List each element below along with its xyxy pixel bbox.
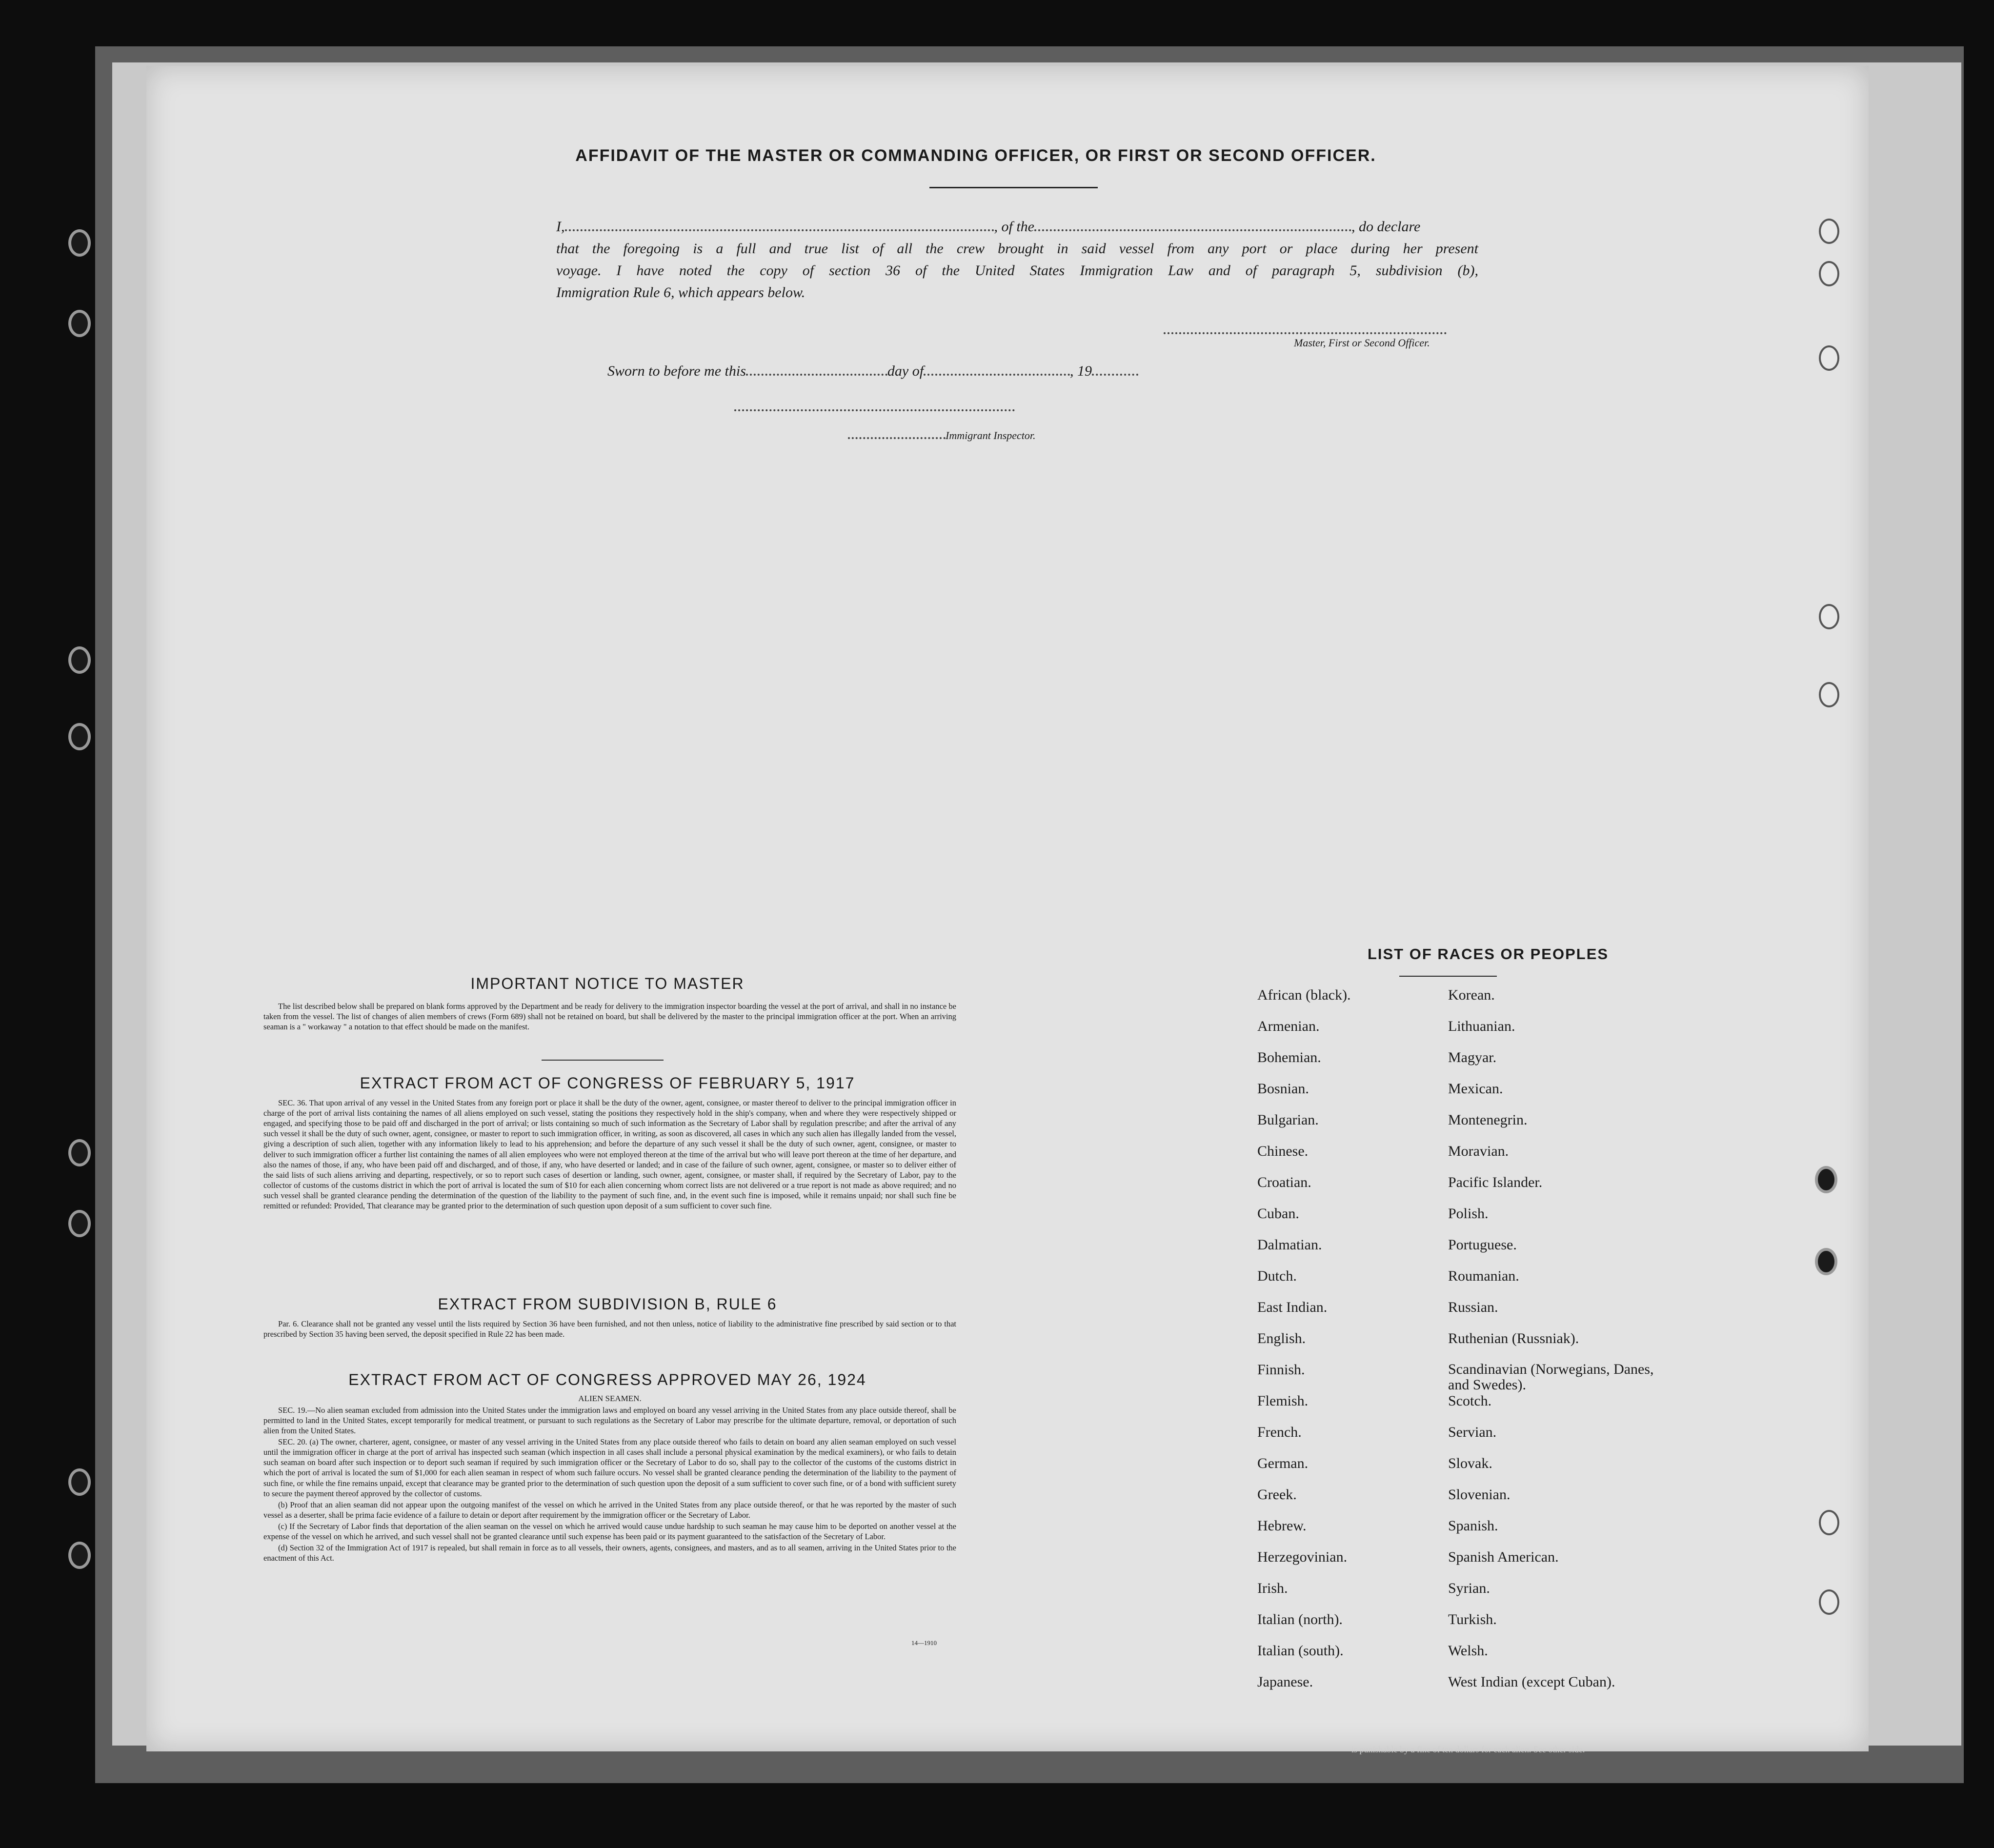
section-36-paragraph: SEC. 36. That upon arrival of any vessel in the United States from any foreign port or place it shall be the duty of the owner, agent, consignee, or master thereof to deliver to the principal immigration officer in charge of the port of arrival lists containing the names of all aliens employed on such vessel, stating the positions they respectively hold in the ship's company, when and where they were respectively shipped or engaged, and specifying those to be paid off and discharged in the port of arrival; or lists containing so much of such information as the Secretary of Labor shall by regulation prescribe; and after the arrival of any such vessel it shall be the duty of such owner, agent, consignee, or master to report to such immigration officer, in writing, as soon as discovered, all cases in which any such alien has illegally landed from the vessel, giving a description of such alien, together with any information likely to lead to his apprehension; and before the departure of any such vessel it shall be the duty of such owner, agent, consignee, or master to deliver to such immigration officer a further list containing the names of all alien employees who were not employed thereon at the time of the arrival but who will leave port thereon at the time of her departure, and also the names of those, if any, who have been paid off and discharged, and of those, if any, who have deserted or landed; and in case of the failure of such owner, agent, consignee, or master so to deliver either of the said lists of such aliens arriving and departing, respectively, or so to report such cases of desertion or landing, such owner, agent, consignee, or master shall, if required by the Secretary of Labor, pay to the collector of customs of the customs district in which the port of arrival is located the sum of $10 for each alien concerning whom correct lists are not delivered or a true report is not made as above required; and no such vessel shall be granted clearance pending the determination of the question of the liability to the payment of such fine, and, in the event such fine is imposed, while it remains unpaid; nor shall such fine be remitted or refunded: Provided, That clearance may be granted prior to the determination of such question upon deposit of a sum sufficient to cover such fine. [263,1098,956,1211]
sec-20b-paragraph: (b) Proof that an alien seaman did not appear upon the outgoing manifest of the vessel on which he arrived in the United States from any place outside thereof, or that he was reported by the master of such vessel as a deserter, shall be prima facie evidence of a failure to detain or deport after requirement by the immigration officer or the Secretary of Labor. [263,1500,956,1520]
race-item: Slovak. [1448,1455,1492,1471]
affidavit-do-declare: , do declare [1351,219,1421,235]
sworn-year-blank [1092,373,1138,376]
affidavit-i: I, [556,219,565,235]
sworn-day-of: day of [887,363,924,379]
race-item: Moravian. [1448,1143,1509,1159]
race-item: Italian (north). [1257,1611,1343,1627]
race-item: Portuguese. [1448,1237,1517,1253]
sworn-month-blank [924,373,1070,376]
extract-rule6-title: EXTRACT FROM SUBDIVISION B, RULE 6 [438,1295,777,1313]
master-signature-caption: Master, First or Second Officer. [1294,337,1430,349]
inspector-caption-wrap [848,429,1036,442]
name-blank [565,229,994,231]
race-item: Herzegovinian. [1257,1549,1348,1565]
binder-hole [68,310,91,337]
race-item: Dalmatian. [1257,1237,1322,1253]
form-number: 14—1910 [911,1639,937,1647]
race-item: Scotch. [1448,1393,1492,1409]
race-item: Slovenian. [1448,1486,1511,1503]
race-item: Lithuanian. [1448,1018,1515,1034]
binder-hole [68,646,91,674]
race-item: Roumanian. [1448,1268,1519,1284]
binder-hole [68,723,91,750]
sec-20d-paragraph: (d) Section 32 of the Immigration Act of 1917 is repealed, but shall remain in force as to all vessels, their owners, agents, consignees, and masters, and as to all seamen, arriving in the United States prior to the enactment of this Act. [263,1543,956,1563]
binder-hole [68,229,91,257]
race-item: Dutch. [1257,1268,1297,1284]
race-item: Spanish American. [1448,1549,1559,1565]
race-item: Turkish. [1448,1611,1497,1627]
race-item: Bulgarian. [1257,1112,1319,1128]
sec-19-paragraph: SEC. 19.—No alien seaman excluded from admission into the United States under the immigration laws and employed on board any vessel arriving in the United States from any place outside thereof, shall be permitted to land in the United States, except temporarily for medical treatment, or pursuant to such regulations as the Secretary of Labor may prescribe for the ultimate departure, removal, or deportation of such alien from the United States. [263,1405,956,1435]
notice-body [263,1001,956,1033]
race-item: Montenegrin. [1448,1112,1528,1128]
binder-hole [1819,1589,1839,1615]
race-item: Syrian. [1448,1580,1490,1596]
vessel-blank [1034,229,1351,231]
section-divider [542,1060,664,1061]
extract-1924-title: EXTRACT FROM ACT OF CONGRESS APPROVED MAY 26, 1924 [348,1371,866,1388]
races-underline [1399,976,1497,977]
sworn-line [607,360,1138,382]
race-item: German. [1257,1455,1309,1471]
extract-1924-body [263,1393,956,1564]
affidavit-line-4: Immigration Rule 6, which appears below. [556,284,806,301]
notice-paragraph: The list described below shall be prepared on blank forms approved by the Department and be ready for delivery to the immigration inspector boarding the vessel at the port of arrival, and shall in no instance be taken from the vessel. The list of changes of alien members of crews (Form 689) shall not be retained on board, but shall be delivered by the master to the principal immigration officer at the port. When an arriving seaman is a " workaway " a notation to that effect should be made on the manifest. [263,1002,956,1032]
race-item: Korean. [1448,987,1495,1003]
race-item: West Indian (except Cuban). [1448,1674,1615,1690]
race-item: Japanese. [1257,1674,1313,1690]
race-item: English. [1257,1330,1306,1346]
race-item: Chinese. [1257,1143,1309,1159]
race-item: Italian (south). [1257,1643,1344,1659]
binder-hole [68,1139,91,1166]
race-item: Welsh. [1448,1643,1488,1659]
race-item: Flemish. [1257,1393,1309,1409]
race-item: Russian. [1448,1299,1498,1315]
binder-hole [1815,1248,1837,1275]
extract-rule6-body [263,1319,956,1340]
affidavit-title: AFFIDAVIT OF THE MASTER OR COMMANDING OFFICER, OR FIRST OR SECOND OFFICER. [575,146,1376,165]
sworn-year: , 19 [1070,363,1092,379]
binder-hole [68,1468,91,1496]
race-item: Armenian. [1257,1018,1320,1034]
binder-hole [68,1542,91,1569]
race-item: African (black). [1257,987,1351,1003]
race-item: Servian. [1448,1424,1497,1440]
race-item: Bohemian. [1257,1049,1321,1065]
race-item: Spanish. [1448,1518,1498,1534]
race-item: Polish. [1448,1205,1489,1222]
binder-hole [1819,604,1839,629]
binder-hole [1815,1166,1837,1193]
sec-20a-paragraph: SEC. 20. (a) The owner, charterer, agent, consignee, or master of any vessel arriving in the United States from any place outside thereof who fails to detain on board any alien seaman employed on such vessel until the immigration officer in charge at the port of arrival has inspected such seaman (which inspection in all cases shall include a personal physical examination by the medical examiners), or who fails to detain such seaman on board after such inspection or to deport such seaman if required by such immigration officer or the Secretary of Labor to do so, shall pay to the collector of the customs of the customs district in which the port of arrival is located the sum of $1,000 for each alien seaman in respect of whom such failure occurs. No vessel shall be granted clearance pending the determination of the liability to the payment of such fine, or while the fine remains unpaid, except that clearance may be granted prior to the determination of such question upon the deposit of a sum sufficient to cover such fine, or of a bond with sufficient surety to secure the payment thereof approved by the collector of customs. [263,1437,956,1498]
binder-hole [1819,219,1839,244]
affidavit-line-3: voyage. I have noted the copy of section 36 of the United States Immigration Law and of paragraph 5, subdivision (b), [556,262,1478,279]
binder-hole [1819,261,1839,286]
master-signature-line [1164,332,1447,334]
inspector-caption: Immigrant Inspector. [946,429,1036,442]
race-item: East Indian. [1257,1299,1328,1315]
race-item: Ruthenian (Russniak). [1448,1330,1579,1346]
race-item: Croatian. [1257,1174,1311,1190]
alien-seamen-subtitle: ALIEN SEAMEN. [578,1394,642,1403]
affidavit-line-1 [556,216,1478,238]
race-item: Greek. [1257,1486,1297,1503]
race-item: Finnish. [1257,1362,1305,1378]
inspector-signature-line [734,409,1015,411]
binder-hole [1819,1510,1839,1535]
race-item: Cuban. [1257,1205,1299,1222]
binder-hole [1819,345,1839,371]
race-item: Mexican. [1448,1081,1503,1097]
race-item: Scandinavian (Norwegians, Danes, and Swedes). [1448,1361,1654,1393]
affidavit-paragraph [556,216,1478,303]
inspector-caption-dots [848,437,946,439]
race-item: Magyar. [1448,1049,1497,1065]
title-underline [929,187,1098,188]
race-item: Hebrew. [1257,1518,1307,1534]
notice-title: IMPORTANT NOTICE TO MASTER [470,975,745,992]
race-item: French. [1257,1424,1302,1440]
extract-1917-title: EXTRACT FROM ACT OF CONGRESS OF FEBRUARY 5, 1917 [360,1074,855,1092]
affidavit-of-the: , of the [994,219,1034,235]
binder-hole [1819,682,1839,707]
par-6-paragraph: Par. 6. Clearance shall not be granted any vessel until the lists required by Section 36 have been furnished, and not then unless, notice of liability to the administrative fine prescribed by said section or to that prescribed by Section 35 having been served, the deposit specified in Rule 22 has been made. [263,1319,956,1339]
races-title: LIST OF RACES OR PEOPLES [1367,945,1609,963]
sworn-text: Sworn to before me this [607,363,746,379]
sworn-day-blank [746,373,887,376]
extract-1917-body [263,1098,956,1212]
race-item: Irish. [1257,1580,1288,1596]
binder-hole [68,1210,91,1237]
race-item: Bosnian. [1257,1081,1309,1097]
race-item: Pacific Islander. [1448,1174,1543,1190]
affidavit-line-2: that the foregoing is a full and true list of all the crew brought in said vessel from any port or place during her present [556,241,1478,257]
sec-20c-paragraph: (c) If the Secretary of Labor finds that deportation of the alien seaman on the vessel on which he arrived would cause undue hardship to such seaman he may cause him to be deported on another vessel at the expense of the vessel on which he arrived, and such vessel shall not be granted clearance until such expense has been paid or its payment guaranteed to the satisfaction of the Secretary of Labor. [263,1521,956,1542]
footer-note: is punishable by a fine of ten dollars for each alien. See other side. [1351,1745,1585,1754]
